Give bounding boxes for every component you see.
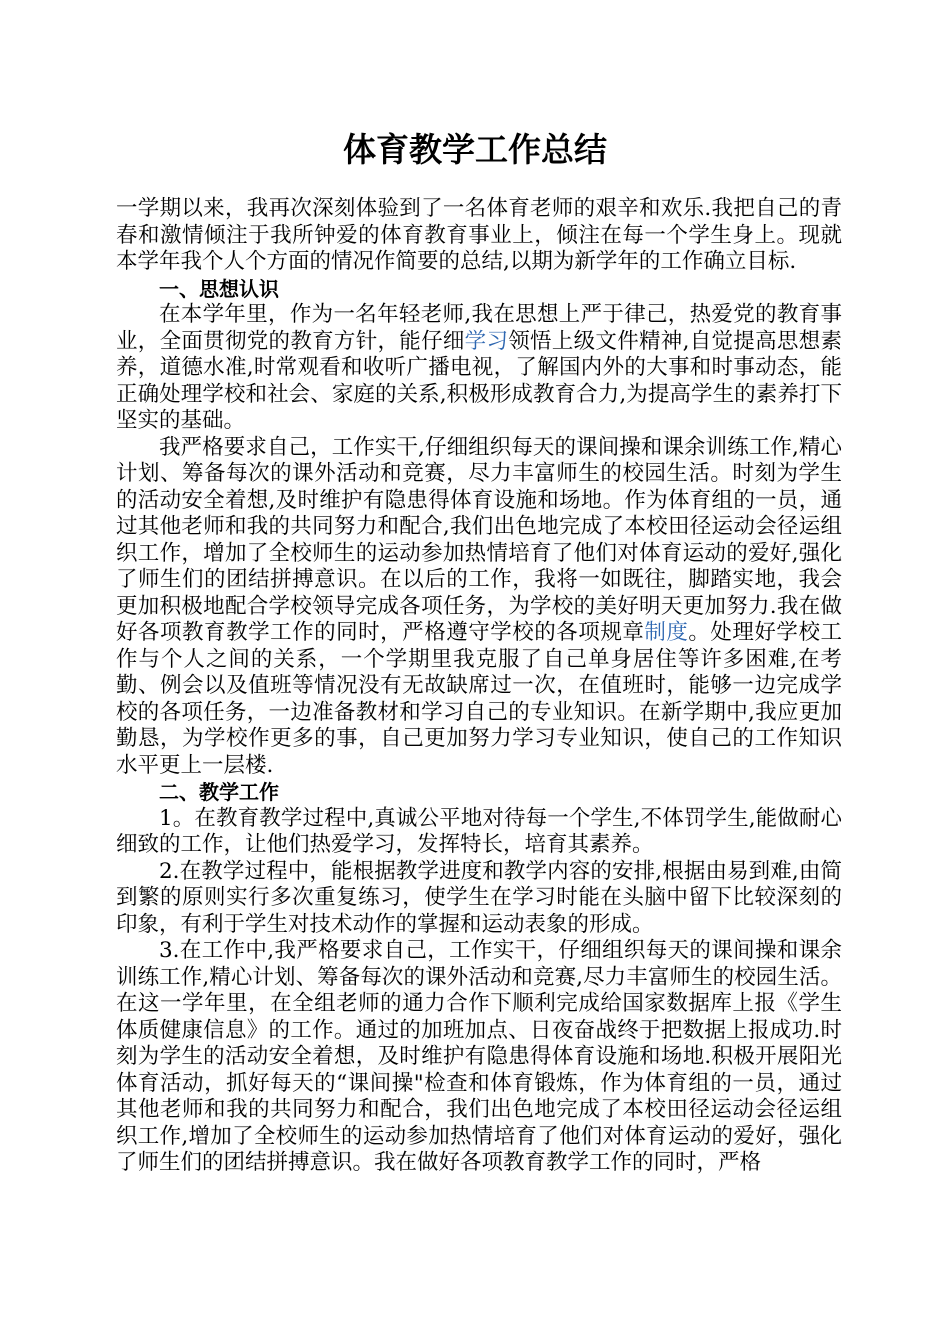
study-link[interactable]: 学习 [464, 328, 509, 354]
ideology-paragraph-1 [116, 302, 842, 435]
teaching-item-1: 1。在教育教学过程中,真诚公平地对待每一个学生,不体罚学生,能做耐心细致的工作，让他们热爱学习，发挥特长，培育其素养。 [116, 805, 842, 857]
section-heading-ideology: 一、思想认识 [159, 276, 279, 301]
teaching-item-2: 2.在教学过程中，能根据教学进度和教学内容的安排,根据由易到难,由简到繁的原则实行多次重复练习，使学生在学习时能在头脑中留下比较深刻的印象，有利于学生对技术动作的掌握和运动表象的形成。 [116, 858, 842, 937]
paragraph-text: 在本学年里，作为一名年轻老师,我在思想上严于律己，热爱党的教育事业，全面贯彻党的教育方针，能仔细 [116, 302, 842, 354]
document-title: 体育教学工作总结 [343, 130, 607, 169]
paragraph-text: 。处理好学校工作与个人之间的关系，一个学期里我克服了自己单身居住等许多困难,在考勤、例会以及值班等情况没有无故缺席过一次，在值班时，能够一边完成学校的各项任务，一边准备教材和学习自己的专业知识。在新学期中,我应更加勤恳，为学校作更多的事，自己更加努力学习专业知识，使自己的工作知识水平更上一层楼. [116, 620, 842, 778]
paragraph-text: 我严格要求自己，工作实干,仔细组织每天的课间操和课余训练工作,精心计划、筹备每次的课外活动和竞赛，尽力丰富师生的校园生活。时刻为学生的活动安全着想,及时维护有隐患得体育设施和场地。作为体育组的一员，通过其他老师和我的共同努力和配合,我们出色地完成了本校田径运动会径运组织工作，增加了全校师生的运动参加热情培育了他们对体育运动的爱好,强化了师生们的团结拼搏意识。在以后的工作，我将一如既往，脚踏实地，我会更加积极地配合学校领导完成各项任务，为学校的美好明天更加努力.我在做好各项教育教学工作的同时，严格遵守学校的各项规章 [116, 434, 842, 645]
teaching-item-3: 3.在工作中,我严格要求自己，工作实干，仔细组织每天的课间操和课余训练工作,精心计划、筹备每次的课外活动和竞赛,尽力丰富师生的校园生活。在这一学年里，在全组老师的通力合作下顺利完成给国家数据库上报《学生体质健康信息》的工作。通过的加班加点、日夜奋战终于把数据上报成功.时刻为学生的活动安全着想，及时维护有隐患得体育设施和场地.积极开展阳光体育活动，抓好每天的“课间操"检查和体育锻炼，作为体育组的一员，通过其他老师和我的共同努力和配合，我们出色地完成了本校田径运动会径运组织工作,增加了全校师生的运动参加热情培育了他们对体育运动的爱好，强化了师生们的团结拼搏意识。我在做好各项教育教学工作的同时，严格 [116, 938, 842, 1175]
intro-paragraph: 一学期以来，我再次深刻体验到了一名体育老师的艰辛和欢乐.我把自己的青春和激情倾注于我所钟爱的体育教育事业上，倾注在每一个学生身上。现就本学年我个人个方面的情况作简要的总结,以期为新学年的工作确立目标. [116, 196, 842, 274]
paragraph-text: 领悟上级文件精神,自觉提高思想素养，道德水准,时常观看和收听广播电视，了解国内外的大事和时事动态，能正确处理学校和社会、家庭的关系,积极形成教育合力,为提高学生的素养打下坚实的基础。 [116, 328, 842, 433]
section-heading-teaching: 二、教学工作 [159, 780, 279, 804]
ideology-paragraph-2 [116, 435, 842, 780]
document-body [116, 196, 842, 1177]
regulations-link[interactable]: 制度 [644, 620, 689, 645]
